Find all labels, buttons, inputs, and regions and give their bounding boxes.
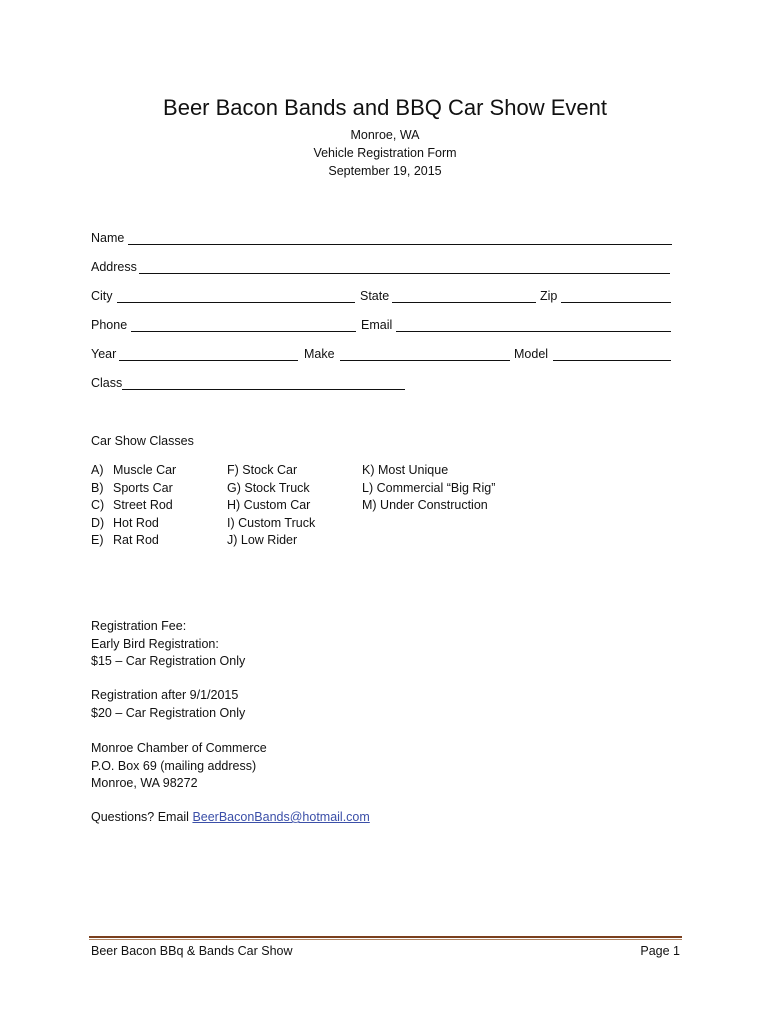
mailing-address	[91, 740, 267, 793]
email-label: Email	[361, 318, 393, 332]
list-item: C)	[91, 498, 105, 512]
list-item: E)	[91, 533, 104, 547]
list-item: K) Most Unique	[362, 463, 449, 477]
city-field[interactable]	[117, 302, 355, 303]
contact-prefix: Questions? Email	[91, 810, 193, 824]
fees-heading: Registration Fee:	[91, 619, 187, 633]
class-list-col1	[113, 462, 176, 550]
late-registration-price: $20 – Car Registration Only	[91, 705, 246, 720]
name-field[interactable]	[128, 244, 672, 245]
zip-field[interactable]	[561, 302, 671, 303]
page-title: Beer Bacon Bands and BBQ Car Show Event	[163, 95, 607, 120]
class-list-col3	[362, 462, 495, 515]
list-item: F) Stock Car	[227, 463, 298, 477]
year-field[interactable]	[119, 360, 298, 361]
address-label: Address	[91, 260, 137, 274]
late-registration-label: Registration after 9/1/2015	[91, 688, 239, 702]
class-list-col2	[227, 462, 315, 550]
name-label: Name	[91, 231, 125, 245]
event-date: September 19, 2015	[328, 164, 442, 178]
list-item: Rat Rod	[113, 533, 159, 547]
email-link[interactable]: BeerBaconBands@hotmail.com	[192, 810, 370, 824]
footer-rule	[89, 936, 682, 938]
list-item: Hot Rod	[113, 515, 159, 530]
late-fees-section	[91, 687, 245, 722]
list-item: H) Custom Car	[227, 498, 311, 512]
list-item: A)	[91, 463, 104, 477]
fees-section	[91, 618, 245, 671]
contact-line	[91, 809, 370, 827]
page-number: Page 1	[640, 944, 680, 958]
state-label: State	[360, 289, 390, 303]
class-list-letters	[91, 462, 104, 550]
class-label: Class	[91, 376, 123, 390]
list-item: L) Commercial “Big Rig”	[362, 480, 496, 495]
make-field[interactable]	[340, 360, 510, 361]
year-label: Year	[91, 347, 117, 361]
po-box: P.O. Box 69 (mailing address)	[91, 758, 257, 773]
list-item: G) Stock Truck	[227, 480, 310, 495]
list-item: Muscle Car	[113, 463, 177, 477]
list-item: Sports Car	[113, 480, 173, 495]
list-item: D)	[91, 515, 105, 530]
list-item: I) Custom Truck	[227, 515, 316, 530]
city-label: City	[91, 289, 113, 303]
list-item: B)	[91, 480, 104, 495]
model-field[interactable]	[553, 360, 671, 361]
list-item: Street Rod	[113, 498, 173, 512]
email-field[interactable]	[396, 331, 671, 332]
class-field[interactable]	[122, 389, 405, 390]
zip-label: Zip	[540, 289, 558, 303]
footer-rule-thin	[89, 939, 682, 940]
city-zip: Monroe, WA 98272	[91, 776, 198, 790]
list-item: M) Under Construction	[362, 498, 488, 512]
early-bird-price: $15 – Car Registration Only	[91, 654, 246, 668]
form-name: Vehicle Registration Form	[313, 146, 457, 160]
model-label: Model	[514, 347, 549, 361]
early-bird-label: Early Bird Registration:	[91, 636, 219, 651]
address-field[interactable]	[139, 273, 670, 274]
state-field[interactable]	[392, 302, 536, 303]
footer-left: Beer Bacon BBq & Bands Car Show	[91, 944, 293, 958]
list-item: J) Low Rider	[227, 533, 298, 547]
org-name: Monroe Chamber of Commerce	[91, 741, 267, 755]
make-label: Make	[304, 347, 335, 361]
event-location: Monroe, WA	[350, 128, 420, 142]
classes-heading: Car Show Classes	[91, 434, 194, 448]
phone-field[interactable]	[131, 331, 356, 332]
phone-label: Phone	[91, 318, 128, 332]
